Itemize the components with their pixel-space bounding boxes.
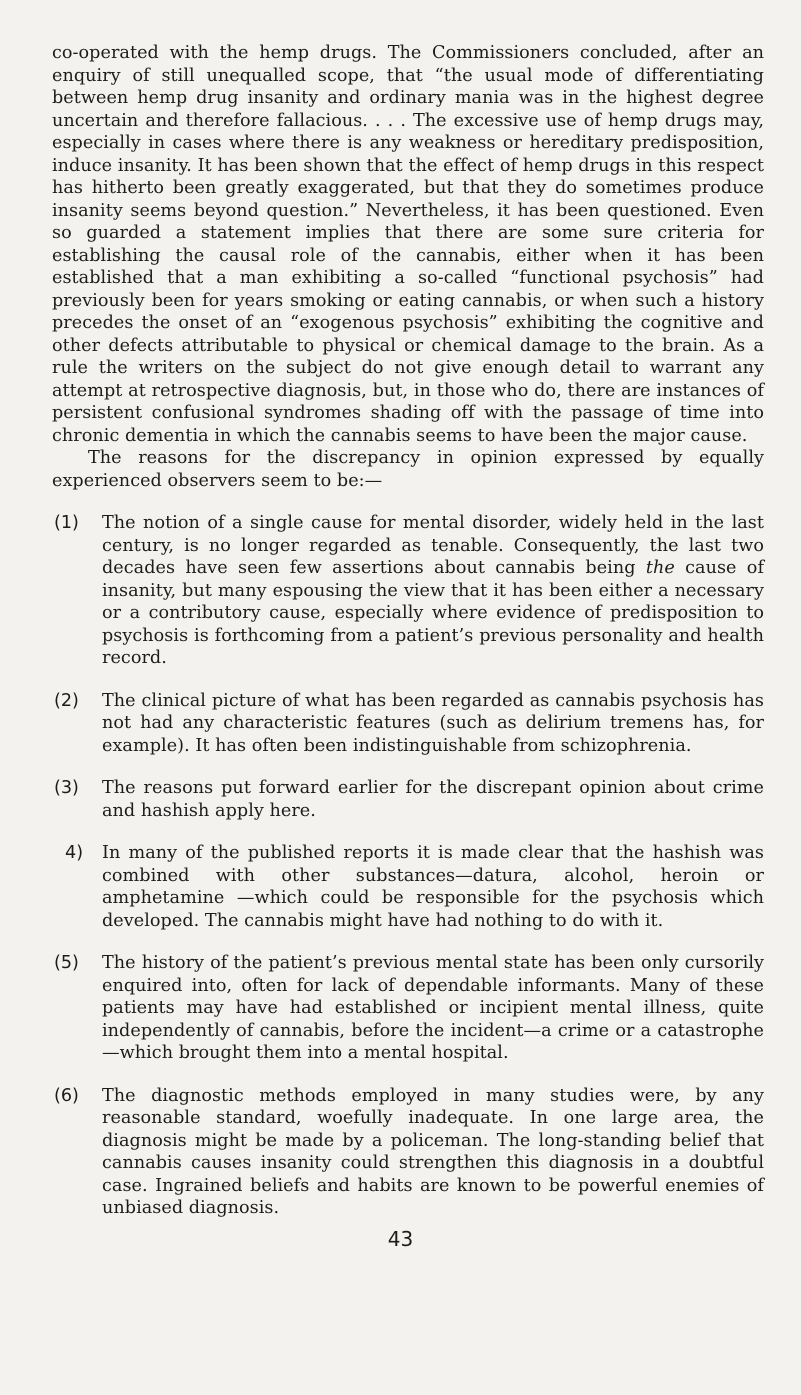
list-item-text: The diagnostic methods employed in many studies were, by any reasonable standard, woefully inadequate. In one large area, the diagnosis might be made by a policeman. The long-standing belief that cannabis causes insanity could strengthen this diagnosis in a doubtful case. Ingrained beliefs and habits are known to be powerful enemies of unbiased diagnosis. <box>102 1085 764 1218</box>
list-item-number: (3) <box>54 778 79 798</box>
list-item <box>52 690 764 758</box>
reasons-list <box>52 512 764 1220</box>
list-item-text: The clinical picture of what has been regarded as cannabis psychosis has not had any characteristic features (such as delirium tremens has, for example). It has often been indistinguishable from schizophrenia. <box>102 690 764 756</box>
page-body <box>52 42 764 1240</box>
list-item <box>52 512 764 670</box>
opening-paragraph: co-operated with the hemp drugs. The Commissioners concluded, after an enquiry of still unequalled scope, that “the usual mode of differentiating between hemp drug insanity and ordinary mania was in the highest degree uncertain and therefore fallacious. . . . The excessive use of hemp drugs may, especially in cases where there is any weakness or hereditary predisposition, induce insanity. It has been shown that the effect of hemp drugs in this respect has hitherto been greatly exaggerated, but that they do sometimes produce insanity seems beyond question.” Nevertheless, it has been questioned. Even so guarded a statement implies that there are some sure criteria for establishing the causal role of the cannabis, either when it has been established that a man exhibiting a so-called “functional psychosis” had previously been for years smoking or eating cannabis, or when such a history precedes the onset of an “exogenous psychosis” exhibiting the cognitive and other defects attributable to physical or chemical damage to the brain. As a rule the writers on the subject do not give enough detail to warrant any attempt at retrospective diagnosis, but, in those who do, there are instances of persistent confusional syndromes shading off with the passage of time into chronic dementia in which the cannabis seems to have been the major cause. <box>52 43 764 446</box>
emphasis-text: the <box>645 558 675 578</box>
list-item <box>52 777 764 822</box>
list-item <box>52 1085 764 1220</box>
list-item-number: (2) <box>54 690 79 711</box>
list-item-number: (6) <box>54 1085 79 1106</box>
list-item-number: (1) <box>54 513 79 533</box>
list-item-text <box>102 512 764 670</box>
list-item-text: In many of the published reports it is made clear that the hashish was combined with other substances—datura, alcohol, heroin or amphetamine —which could be responsible for the psychosis which developed. The cannabis might have had nothing to do with it. <box>102 843 764 931</box>
page-number: 43 <box>387 1227 414 1251</box>
list-item-text: The history of the patient’s previous mental state has been only cursorily enquired into, often for lack of dependable informants. Many of these patients may have had established or incipient mental illness, quite independently of cannabis, before the incident—a crime or a catastrophe—which brought them into a mental hospital. <box>102 953 764 1063</box>
list-item-number: (5) <box>54 953 79 973</box>
list-item-text: The reasons put forward earlier for the discrepant opinion about crime and hashish apply here. <box>102 778 764 821</box>
list-item <box>52 952 764 1065</box>
list-item-number: 4) <box>65 843 84 863</box>
list-item <box>52 842 764 932</box>
reasons-intro-paragraph: The reasons for the discrepancy in opinion expressed by equally experienced observers seem to be:— <box>52 448 764 491</box>
list-item-text-part: cause of insanity, but many espousing the view that it has been either a necessary or a contributory cause, especially where evidence of predisposition to psychosis is forthcoming from a patient’s previous personality and health record. <box>102 558 765 668</box>
list-item-text-part: The notion of a single cause for mental disorder, widely held in the last century, is no longer regarded as tenable. Consequently, the last two decades have seen few assertions about cannabis being <box>102 513 764 578</box>
